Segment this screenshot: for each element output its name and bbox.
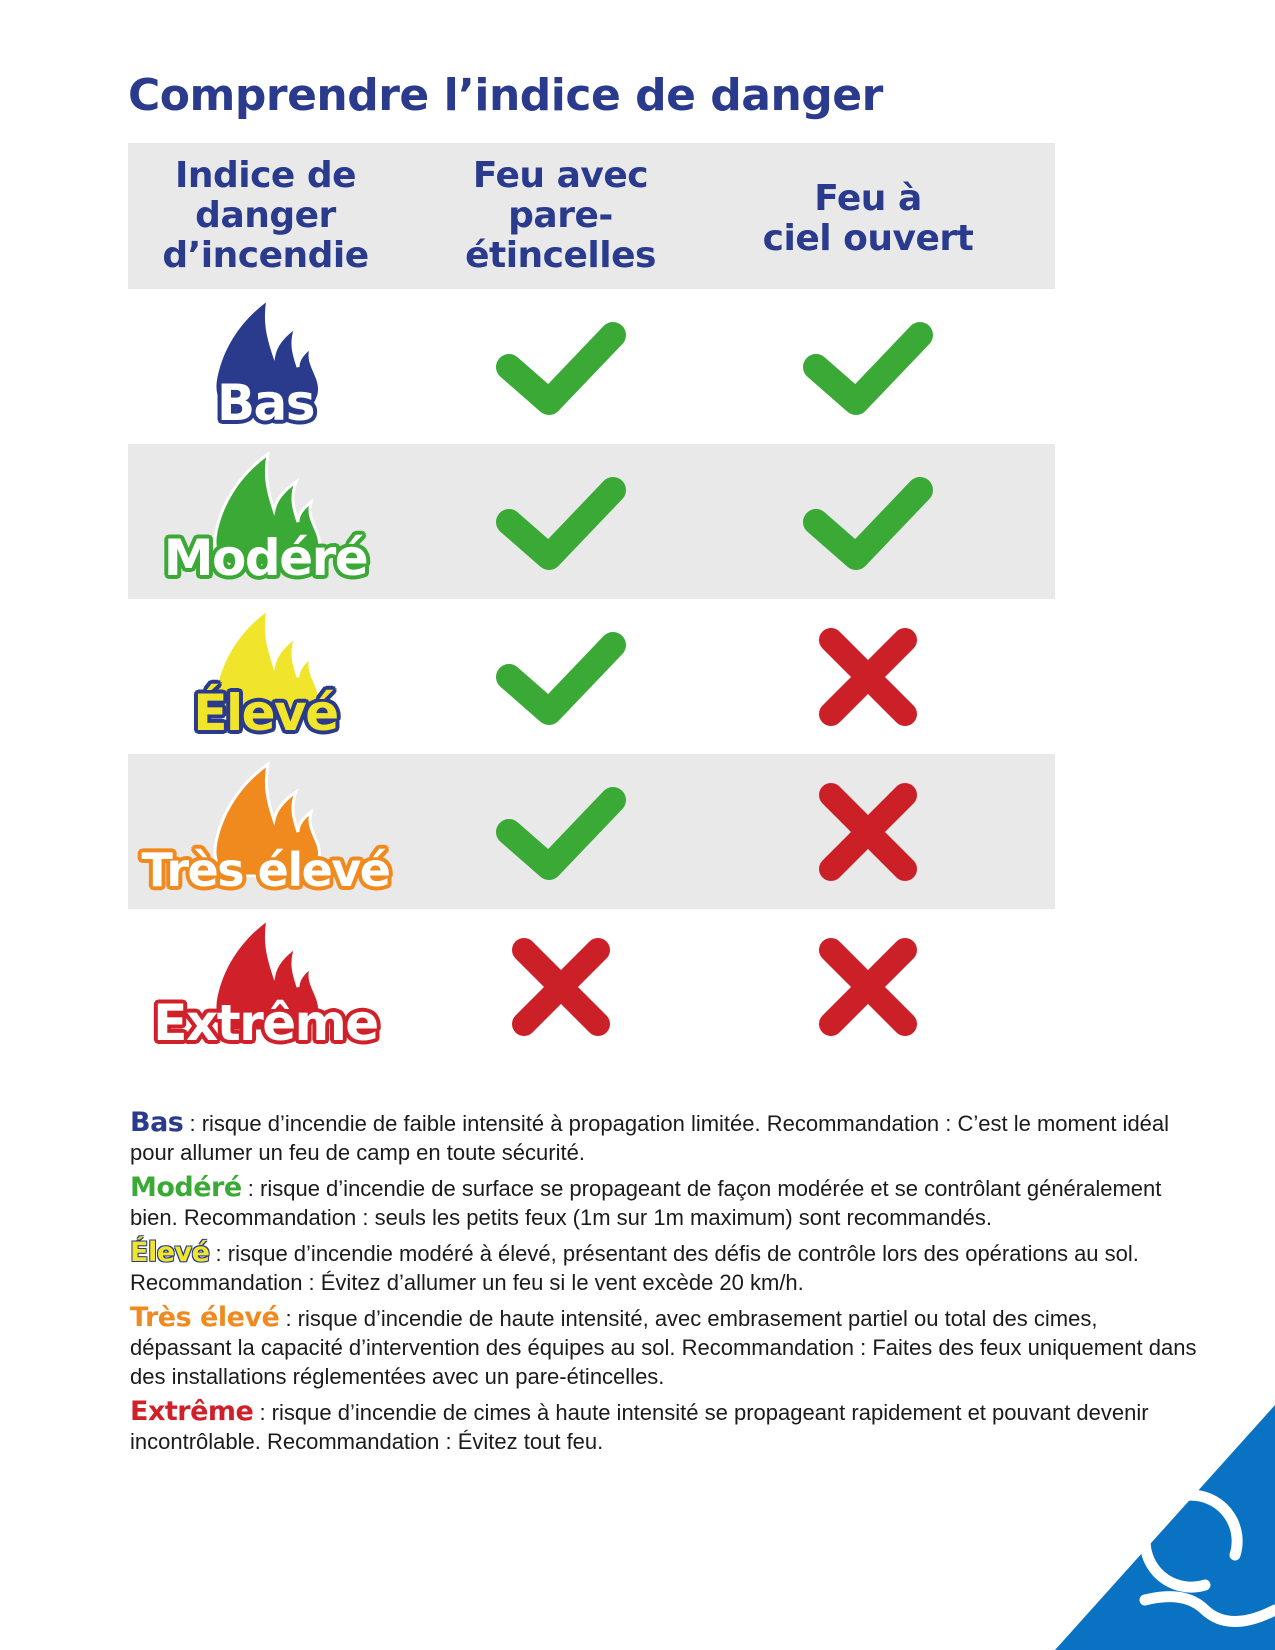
description-term: Modéré [130,1172,242,1203]
danger-index-table [128,143,1055,1064]
description-term: Élevé [130,1237,210,1268]
description-text: : risque d’incendie de haute intensité, avec embrasement partiel ou total des cimes, dépassant la capacité d’intervention des équipes au sol. Recommandation : Faites des feux uniquement dans des installations réglementées avec un pare-étincelles. [130,1306,1197,1389]
level-cell [128,289,403,444]
header-line: d’incendie [162,235,369,276]
level-label: Modéré [163,529,368,587]
page-title: Comprendre l’indice de danger [128,70,883,121]
checkmark-icon [798,472,938,572]
open-fire-cell [718,289,1018,444]
table-row [128,289,1055,444]
level-label: Bas [216,374,315,432]
table-row [128,444,1055,599]
level-description [130,1303,1200,1391]
table-row [128,599,1055,754]
spark-arrestor-cell [403,599,718,754]
spark-arrestor-cell [403,444,718,599]
cross-icon [813,622,923,732]
spark-arrestor-cell [403,289,718,444]
table-body [128,289,1055,1064]
corner-logo [1055,1405,1275,1650]
table-row [128,754,1055,909]
checkmark-icon [491,627,631,727]
header-line: Indice de [174,155,357,196]
level-descriptions [130,1108,1200,1462]
spark-arrestor-cell [403,754,718,909]
level-cell [128,909,403,1064]
header-line: Feu avec [472,155,649,196]
header-open-fire [718,173,1018,259]
open-fire-cell [718,444,1018,599]
header-line: ciel ouvert [762,218,974,259]
level-description [130,1108,1200,1167]
header-spark-arrestor-fire [403,156,718,276]
cross-icon [813,777,923,887]
header-line: pare- [508,195,613,236]
level-cell [128,444,403,599]
cross-icon [813,932,923,1042]
spark-arrestor-cell [403,909,718,1064]
level-description [130,1173,1200,1232]
header-danger-index [128,156,403,276]
table-row [128,909,1055,1064]
level-description [130,1397,1200,1456]
level-cell [128,599,403,754]
checkmark-icon [798,317,938,417]
checkmark-icon [491,782,631,882]
header-line: étincelles [465,235,656,276]
corner-triangle [1055,1405,1275,1650]
cross-icon [506,932,616,1042]
description-text: : risque d’incendie modéré à élevé, présentant des défis de contrôle lors des opérations au sol. Recommandation : Évitez d’allumer un feu si le vent excède 20 km/h. [130,1241,1139,1295]
description-term: Très élevé [130,1302,280,1333]
description-text: : risque d’incendie de cimes à haute intensité se propageant rapidement et pouvant devenir incontrôlable. Recommandation : Évitez tout feu. [130,1400,1149,1454]
description-text: : risque d’incendie de surface se propageant de façon modérée et se contrôlant généralement bien. Recommandation : seuls les petits feux (1m sur 1m maximum) sont recommandés. [130,1176,1162,1230]
header-line: danger [195,195,336,236]
open-fire-cell [718,599,1018,754]
level-cell [128,754,403,909]
level-label: Très élevé [141,843,390,897]
level-label: Élevé [193,684,338,742]
description-term: Extrême [130,1396,254,1427]
table-header [128,143,1055,289]
level-label: Extrême [153,994,378,1052]
description-text: : risque d’incendie de faible intensité à propagation limitée. Recommandation : C’est le moment idéal pour allumer un feu de camp en toute sécurité. [130,1111,1170,1165]
checkmark-icon [491,317,631,417]
level-description [130,1238,1200,1297]
checkmark-icon [491,472,631,572]
description-term: Bas [130,1107,184,1138]
open-fire-cell [718,909,1018,1064]
open-fire-cell [718,754,1018,909]
header-line: Feu à [814,178,922,219]
